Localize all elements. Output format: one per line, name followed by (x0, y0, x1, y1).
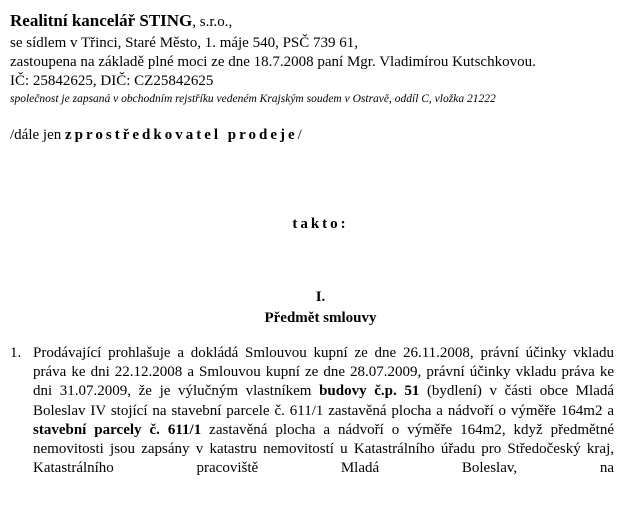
company-line (10, 12, 232, 31)
building-emphasis: budovy č.p. 51 (319, 383, 420, 400)
takto-heading: takto: (292, 216, 349, 232)
paragraph-number: 1. (10, 345, 22, 361)
section-number: I. (315, 289, 326, 305)
role-prefix: /dále jen (10, 127, 65, 143)
representation-line: zastoupena na základě plné moci ze dne 18.7.2008 paní Mgr. Vladimírou Kutschkovou. (10, 54, 536, 70)
company-suffix: , s.r.o., (192, 14, 233, 30)
paragraph-1 (10, 344, 614, 478)
section-title: Předmět smlouvy (264, 310, 377, 326)
address-line: se sídlem v Třinci, Staré Město, 1. máje 540, PSČ 739 61, (10, 35, 359, 51)
paragraph-text-3: zastavěná plocha a nádvoří o výměře 164m2, když předmětné nemovitosti jsou zapsány v katastru nemovitostí u Katastrálního úřadu pro Středočeský kraj, Katastrálního pracoviště Mladá Boleslav, na (33, 421, 614, 477)
paragraph-text-2: (bydlení) v části obce Mladá Boleslav IV stojící na stavební parcele č. 611/1 zastavěná plocha a nádvoří o výměře 164m2 a (33, 383, 615, 419)
paragraph-text (33, 344, 614, 478)
role-line (10, 126, 302, 144)
company-name: Realitní kancelář STING (10, 11, 193, 30)
parcel-emphasis: stavební parcely č. 611/1 (33, 421, 202, 438)
role-label: zprostředkovatel prodeje (64, 127, 298, 143)
role-suffix: / (297, 127, 302, 143)
paragraph-text-1: Prodávající prohlašuje a dokládá Smlouvou kupní ze dne 26.11.2008, právní účinky vkladu práva ke dni 22.12.2008 a Smlouvou kupní ze dne 28.07.2009, právní účinky vkladu práva ke dni 31.07.2009, že je výlučným vlastníkem (33, 345, 614, 400)
ids-line: IČ: 25842625, DIČ: CZ25842625 (10, 73, 214, 89)
registry-line: společnost je zapsaná v obchodním rejstříku vedeném Krajským soudem v Ostravě, oddíl C, vložka 21222 (10, 93, 496, 105)
